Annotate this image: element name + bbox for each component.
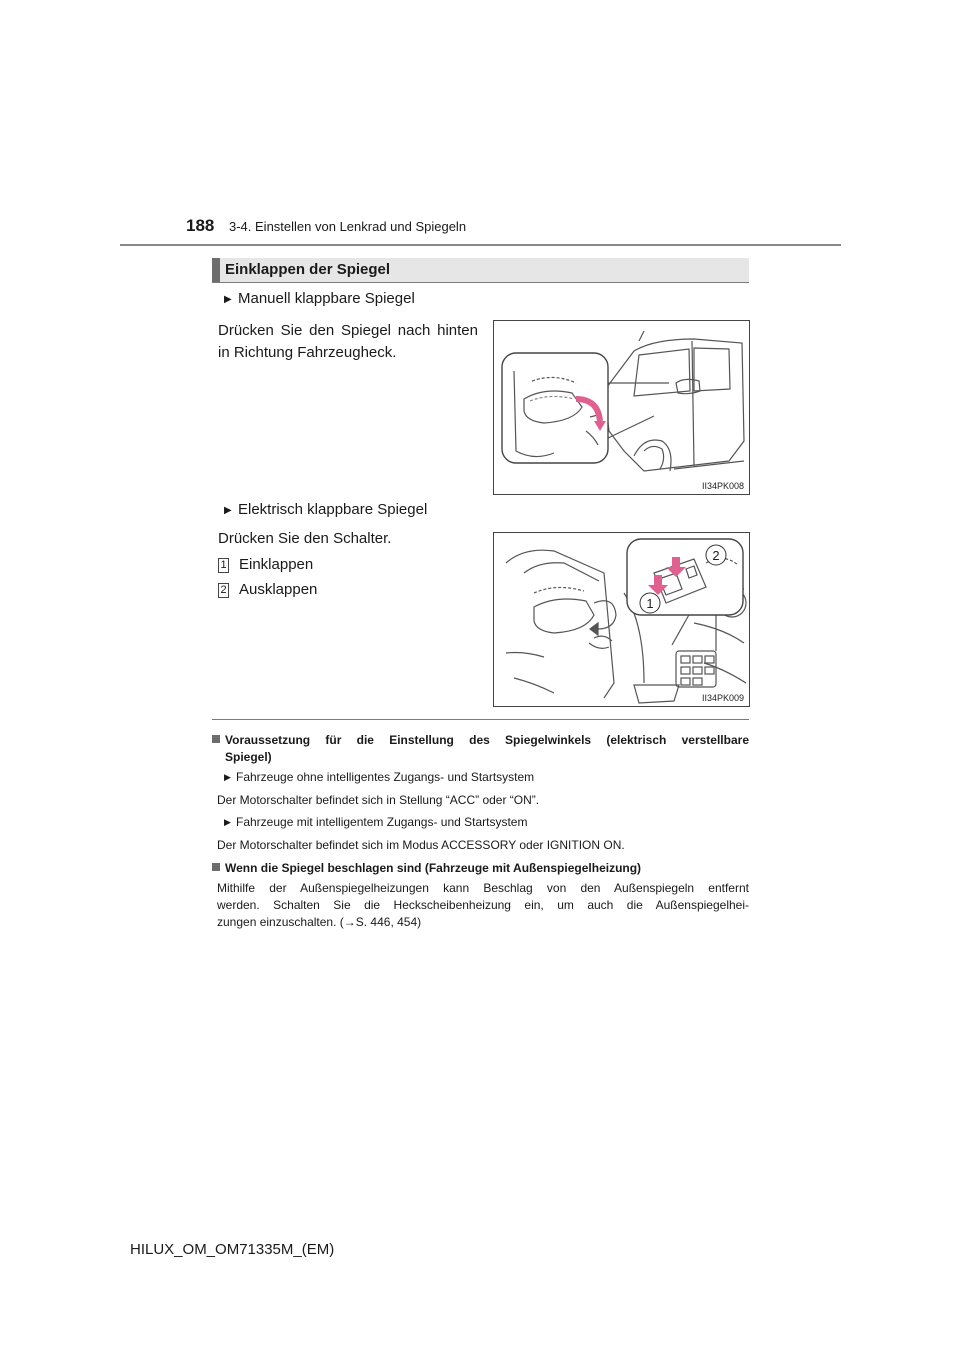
electric-bullet-label: Elektrisch klappbare Spiegel xyxy=(238,501,428,518)
item-number-badge: 1 xyxy=(218,558,229,573)
electric-mirror-illustration xyxy=(494,533,749,706)
footer-document-code: HILUX_OM_OM71335M_(EM) xyxy=(130,1241,335,1258)
note1-sub2 xyxy=(224,815,527,829)
section-title-bar xyxy=(212,258,749,283)
electric-mirror-figure xyxy=(493,532,750,707)
note1-sub2-label: Fahrzeuge mit intelligentem Zugangs- und Startsystem xyxy=(236,815,528,829)
square-bullet-icon xyxy=(212,735,220,743)
item-label: Ausklappen xyxy=(239,581,318,598)
notes-divider xyxy=(212,719,749,720)
note1-sub1-label: Fahrzeuge ohne intelligentes Zugangs- und Startsystem xyxy=(236,770,535,784)
triangle-bullet-icon: ▶ xyxy=(224,817,231,827)
manual-instruction-line2: in Richtung Fahrzeugheck. xyxy=(218,344,397,361)
manual-figure-code: II34PK008 xyxy=(701,481,744,491)
section-title: Einklappen der Spiegel xyxy=(225,261,391,278)
list-item xyxy=(218,581,317,598)
manual-bullet xyxy=(224,290,415,307)
note2-line1: Mithilfe der Außenspiegelheizungen kann Beschlag von den Außenspiegeln entfernt xyxy=(217,881,749,895)
note2-title: Wenn die Spiegel beschlagen sind (Fahrzeuge mit Außenspiegelheizung) xyxy=(225,861,642,875)
page-number: 188 xyxy=(186,216,215,235)
item-number-badge: 2 xyxy=(218,583,229,598)
note-heading-mirror-angle xyxy=(212,732,749,766)
chapter-title: 3-4. Einstellen von Lenkrad und Spiegeln xyxy=(229,219,467,234)
electric-bullet xyxy=(224,501,427,518)
callout-number-2: 2 xyxy=(712,548,720,563)
note1-sub1 xyxy=(224,770,534,784)
note1-text1: Der Motorschalter befindet sich in Stellung “ACC” oder “ON”. xyxy=(217,793,540,807)
note1-text2: Der Motorschalter befindet sich im Modus ACCESSORY oder IGNITION ON. xyxy=(217,838,625,852)
note2-body xyxy=(217,880,749,931)
manual-bullet-label: Manuell klappbare Spiegel xyxy=(238,290,415,307)
manual-instruction xyxy=(218,320,478,342)
note1-title-line1: Voraussetzung für die Einstellung des Spiegelwinkels (elektrisch verstellbare xyxy=(225,733,749,747)
square-bullet-icon xyxy=(212,863,220,871)
note-heading-fogged-mirrors xyxy=(212,860,641,877)
triangle-bullet-icon: ▶ xyxy=(224,772,231,782)
list-item xyxy=(218,556,313,573)
manual-mirror-illustration xyxy=(494,321,749,494)
electric-instruction: Drücken Sie den Schalter. xyxy=(218,530,392,547)
triangle-bullet-icon: ▶ xyxy=(224,505,232,516)
electric-figure-code: II34PK009 xyxy=(701,693,744,703)
section-accent xyxy=(212,258,220,282)
header-rule xyxy=(120,244,841,246)
item-label: Einklappen xyxy=(239,556,314,573)
note2-line2: werden. Schalten Sie die Heckscheibenheizung ein, um auch die Außenspiegelhei- xyxy=(217,898,749,912)
callout-number-1: 1 xyxy=(646,596,654,611)
triangle-bullet-icon: ▶ xyxy=(224,294,232,305)
note2-line3: zungen einzuschalten. (→S. 446, 454) xyxy=(217,915,422,929)
note1-title-line2: Spiegel) xyxy=(225,750,272,764)
manual-instruction-line1: Drücken Sie den Spiegel nach hinten xyxy=(218,322,478,339)
manual-mirror-figure xyxy=(493,320,750,495)
